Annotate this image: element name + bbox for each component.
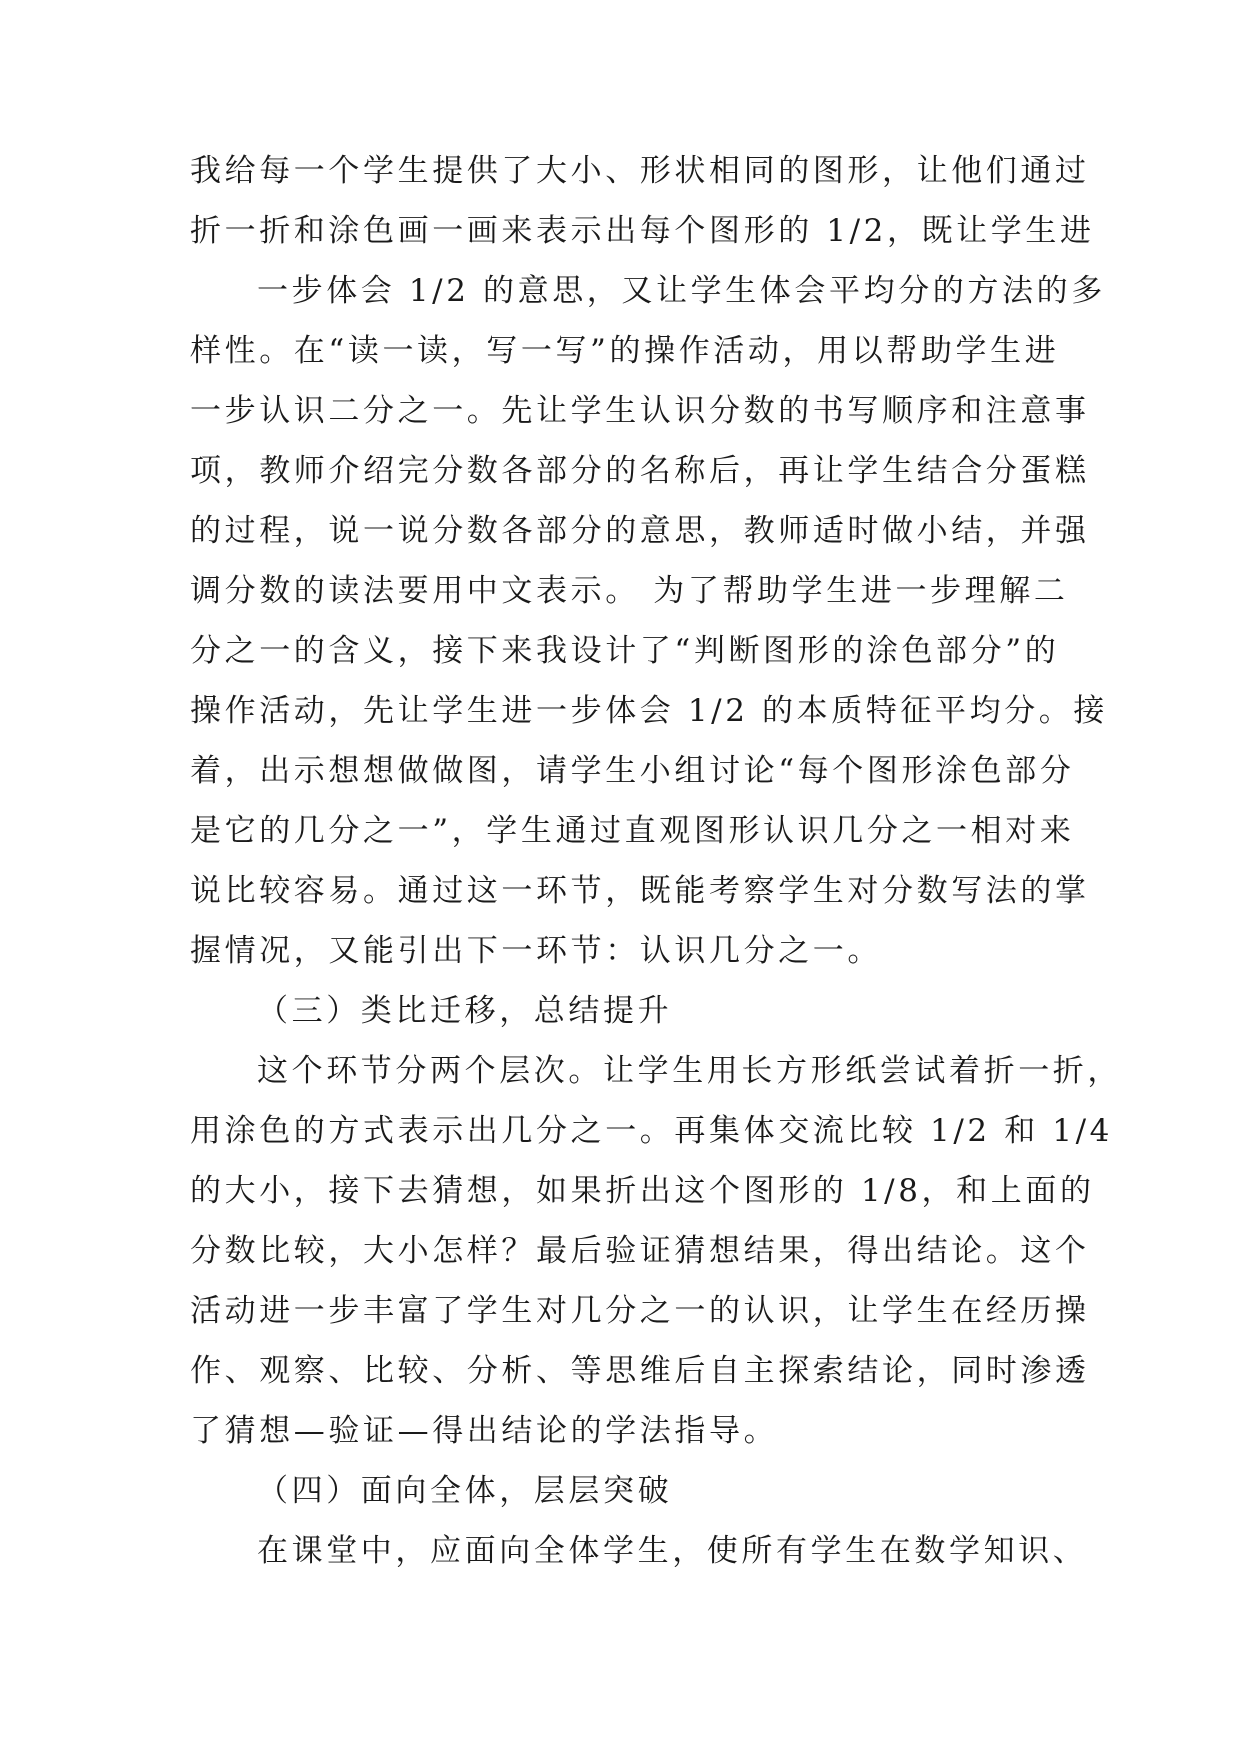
text-line: 的大小，接下去猜想，如果折出这个图形的 1/8，和上面的: [190, 1173, 1095, 1209]
text-line: 握情况，又能引出下一环节：认识几分之一。: [190, 933, 882, 969]
text-line: 活动进一步丰富了学生对几分之一的认识，让学生在经历操: [190, 1293, 1090, 1329]
text-line: 这个环节分两个层次。让学生用长方形纸尝试着折一折，: [257, 1053, 1122, 1089]
text-line: 一步认识二分之一。先让学生认识分数的书写顺序和注意事: [190, 393, 1090, 429]
text-line: 了猜想—验证—得出结论的学法指导。: [190, 1413, 779, 1449]
text-line: 操作活动，先让学生进一步体会 1/2 的本质特征平均分。接: [190, 693, 1108, 729]
text-line: 一步体会 1/2 的意思，又让学生体会平均分的方法的多: [257, 273, 1106, 309]
text-line: 说比较容易。通过这一环节，既能考察学生对分数写法的掌: [190, 873, 1090, 909]
text-line: 折一折和涂色画一画来表示出每个图形的 1/2，既让学生进: [190, 213, 1095, 249]
text-line: 我给每一个学生提供了大小、形状相同的图形，让他们通过: [190, 153, 1090, 189]
text-line: 作、观察、比较、分析、等思维后自主探索结论，同时渗透: [190, 1353, 1090, 1389]
section-heading: （三）类比迁移，总结提升: [257, 993, 673, 1029]
section-heading: （四）面向全体，层层突破: [257, 1473, 673, 1509]
text-line: 在课堂中，应面向全体学生，使所有学生在数学知识、: [257, 1533, 1088, 1569]
text-line: 用涂色的方式表示出几分之一。再集体交流比较 1/2 和 1/4: [190, 1113, 1113, 1149]
text-line: 分数比较，大小怎样？最后验证猜想结果，得出结论。这个: [190, 1233, 1090, 1269]
text-line: 调分数的读法要用中文表示。 为了帮助学生进一步理解二: [190, 573, 1069, 609]
text-line: 是它的几分之一”，学生通过直观图形认识几分之一相对来: [190, 813, 1075, 849]
text-line: 的过程，说一说分数各部分的意思，教师适时做小结，并强: [190, 513, 1090, 549]
text-line: 着，出示想想做做图，请学生小组讨论“每个图形涂色部分: [190, 753, 1075, 789]
text-line: 样性。在“读一读，写一写”的操作活动，用以帮助学生进: [190, 333, 1060, 369]
text-line: 分之一的含义，接下来我设计了“判断图形的涂色部分”的: [190, 633, 1060, 669]
text-line: 项，教师介绍完分数各部分的名称后，再让学生结合分蛋糕: [190, 453, 1090, 489]
